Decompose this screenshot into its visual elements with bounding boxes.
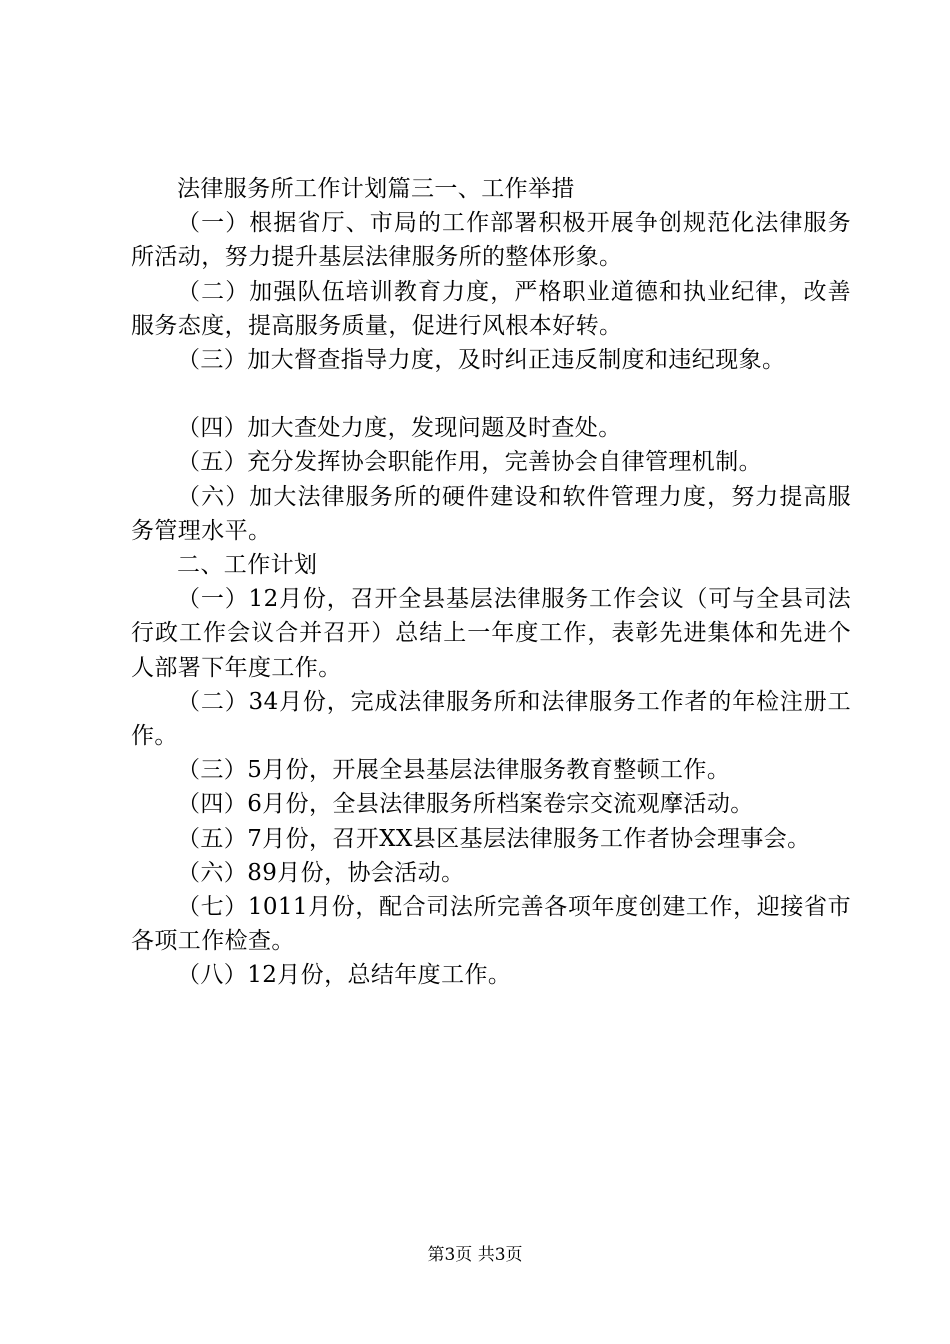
- paragraph-measure-5: （五）充分发挥协会职能作用，完善协会自律管理机制。: [177, 449, 762, 476]
- paragraph-measure-1: （一）根据省厅、市局的工作部署积极开展争创规范化法律服务所活动，努力提升基层法律服务所的整体形象。: [131, 210, 851, 271]
- paragraph-plan-3: （三）5月份，开展全县基层法律服务教育整顿工作。: [177, 757, 731, 784]
- page-number-footer: 第3页 共3页: [427, 1245, 523, 1265]
- paragraph-plan-7: （七）1011月份，配合司法所完善各项年度创建工作，迎接省市各项工作检查。: [131, 894, 851, 955]
- paragraph-plan-4: （四）6月份，全县法律服务所档案卷宗交流观摩活动。: [177, 791, 754, 818]
- paragraph-measure-3: （三）加大督查指导力度，及时纠正违反制度和违纪现象。: [177, 347, 786, 374]
- heading-plan: 二、工作计划: [177, 552, 318, 579]
- paragraph-plan-5: （五）7月份，召开XX县区基层法律服务工作者协会理事会。: [177, 825, 811, 852]
- document-body: [131, 172, 851, 993]
- paragraph-measure-2: （二）加强队伍培训教育力度，严格职业道德和执业纪律，改善服务态度，提高服务质量，促进行风根本好转。: [131, 278, 851, 339]
- paragraph-measure-4: （四）加大查处力度，发现问题及时查处。: [177, 415, 622, 442]
- paragraph-plan-2: （二）34月份，完成法律服务所和法律服务工作者的年检注册工作。: [131, 688, 851, 750]
- paragraph-measure-6: （六）加大法律服务所的硬件建设和软件管理力度，努力提高服务管理水平。: [131, 483, 851, 544]
- paragraph-plan-8: （八）12月份，总结年度工作。: [177, 962, 512, 989]
- paragraph-plan-6: （六）89月份，协会活动。: [177, 859, 465, 886]
- paragraph-plan-1: （一）12月份，召开全县基层法律服务工作会议（可与全县司法行政工作会议合并召开）总结上一年度工作，表彰先进集体和先进个人部署下年度工作。: [131, 586, 851, 681]
- heading-intro: 法律服务所工作计划篇三一、工作举措: [177, 176, 575, 202]
